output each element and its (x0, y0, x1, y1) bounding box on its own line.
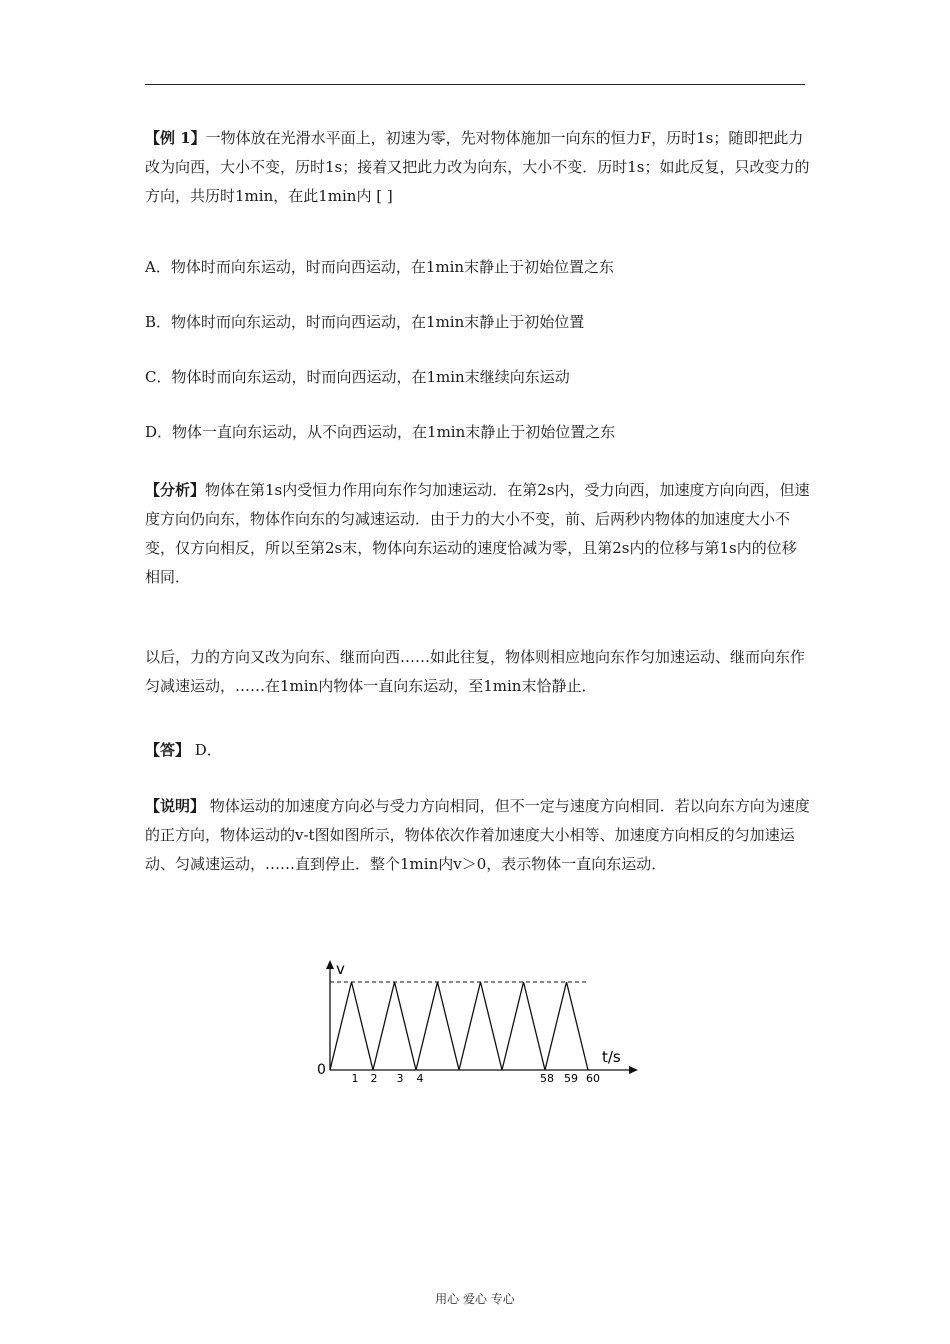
option-b: B．物体时而向东运动，时而向西运动，在1min末静止于初始位置 (145, 313, 585, 331)
origin-label: 0 (317, 1062, 326, 1078)
x-tick-label: 2 (370, 1072, 378, 1084)
analysis-text: 物体在第1s内受恒力作用向东作匀加速运动．在第2s内，受力向西，加速度方向向西，但速度方向仍向东，物体作向东的匀减速运动．由于力的大小不变，前、后两秒内物体的加速度大小不变，仅方向相反，所以至第2s末，物体向东运动的速度恰减为零，且第2s内的位移与第1s内的位移相同． (145, 481, 810, 586)
x-tick-label: 3 (396, 1072, 404, 1084)
example-text: 一物体放在光滑水平面上，初速为零，先对物体施加一向东的恒力F，历时1s；随即把此力改为向西，大小不变，历时1s；接着又把此力改为向东，大小不变．历时1s；如此反复，只改变力的方向，共历时1min，在此1min内 [ ] (145, 129, 810, 205)
option-a: A．物体时而向东运动，时而向西运动，在1min末静止于初始位置之东 (145, 258, 615, 276)
x-axis-arrow-icon (629, 1066, 638, 1074)
example-tag: 【例 1】 (145, 129, 206, 147)
analysis-paragraph (145, 476, 810, 592)
option-d: D．物体一直向东运动，从不向西运动，在1min末静止于初始位置之东 (145, 423, 616, 441)
x-tick-labels (352, 1072, 601, 1084)
explanation-text: 物体运动的加速度方向必与受力方向相同，但不一定与速度方向相同．若以向东方向为速度的正方向，物体运动的v-t图如图所示，物体依次作着加速度大小相等、加速度方向相反的匀加速运动、匀减速运动，……直到停止．整个1min内v＞0，表示物体一直向东运动． (145, 797, 810, 873)
answer-paragraph (145, 736, 810, 765)
answer-tag: 【答】 (145, 741, 191, 759)
x-tick-label: 4 (416, 1072, 424, 1084)
example-paragraph (145, 124, 810, 211)
velocity-zigzag (330, 982, 588, 1070)
x-tick-label: 1 (351, 1072, 359, 1084)
x-tick-label: 59 (564, 1072, 578, 1084)
continuation-paragraph: 以后，力的方向又改为向东、继而向西……如此往复，物体则相应地向东作匀加速运动、继而向东作匀减速运动，……在1min内物体一直向东运动，至1min末恰静止． (145, 648, 806, 695)
y-axis-arrow-icon (326, 960, 334, 969)
vt-graph (312, 958, 642, 1084)
x-axis-label: t/s (602, 1048, 621, 1066)
option-c: C．物体时而向东运动，时而向西运动，在1min末继续向东运动 (145, 368, 570, 386)
answer-text: D． (190, 741, 222, 759)
header-rule (145, 84, 805, 85)
explanation-tag: 【说明】 (145, 797, 206, 815)
footer: 用心 爱心 专心 (435, 1292, 515, 1306)
x-tick-label: 60 (586, 1072, 600, 1084)
analysis-tag: 【分析】 (145, 481, 206, 499)
explanation-paragraph (145, 792, 810, 879)
x-tick-label: 58 (540, 1072, 554, 1084)
y-axis-label: v (336, 960, 345, 978)
